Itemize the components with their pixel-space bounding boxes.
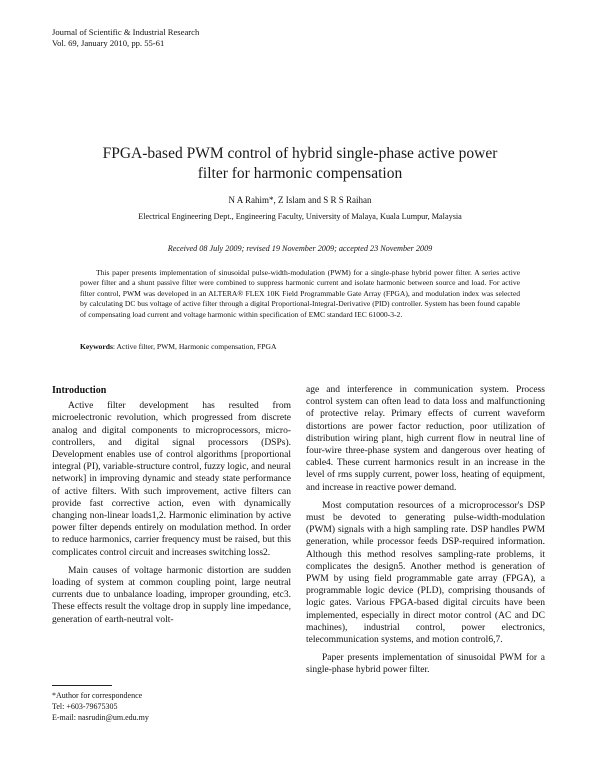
title-line-2: filter for harmonic compensation xyxy=(197,165,403,182)
right-paragraph-2: Most computation resources of a microprocessor's DSP must be devoted to generating pulse-width-modulation (PWM) signals with a high sampling rate. DSP handles PWM generation, while processor feeds DSP-required information. Although this method resolves sampling-rate problems, it complicates the design5. Another method is generation of PWM by using field programmable gate array (FPGA), a programmable logic device (PLD), comprising thousands of logic gates. Various FPGA-based digital circuits have been implemented, especially in direct motor control (AC and DC machines), industrial control, power electronics, telecommunication systems, and motion control6,7. xyxy=(306,500,545,646)
footnotes xyxy=(52,690,252,723)
authors: N A Rahim*, Z Islam and S R S Raihan xyxy=(228,195,372,205)
right-paragraph-1: age and interference in communication system. Process control system can often lead to data loss and malfunctioning of protective relay. Primary effects of current waveform distortions are power factor reduction, poor utilization of distribution wiring plant, high current flow in neutral line of four-wire three-phase system and dangerous over heating of cable4. These current harmonics result in an increase in the level of rms supply current, power loss, heating of equipment, and increase in reactive power demand. xyxy=(306,385,545,493)
footnote-tel: Tel: +603-79675305 xyxy=(52,702,118,711)
affiliation: Electrical Engineering Dept., Engineering Faculty, University of Malaya, Kuala Lumpur, Malaysia xyxy=(138,212,462,221)
abstract: This paper presents implementation of sinusoidal pulse-width-modulation (PWM) for a single-phase hybrid power filter. A series active power filter and a shunt passive filter were combined to suppress harmonic current and isolate harmonic between source and load. For active filter control, PWM was developed in an ALTERA® FLEX 10K Field Programmable Gate Array (FPGA), and modulation index was selected by calculating DC bus voltage of active filter through a digital Proportional-Integral-Derivative (PID) controller. System has been found capable of compensating load current and voltage harmonic within specification of EMC standard IEC 61000-3-2. xyxy=(80,268,520,319)
footnote-correspondence: *Author for correspondence xyxy=(52,691,143,700)
left-paragraph-1: Active filter development has resulted from microelectronic revolution, which progressed from discrete analog and digital components to microprocessors, micro-controllers, and digital signal processors (DSPs). Development enables use of control algorithms [proportional integral (PI), variable-structure control, fuzzy logic, and neural network] in improving dynamic and steady state performance of active filters. With such improvement, active filters can provide fast corrective action, even with dynamically changing non-linear loads1,2. Harmonic elimination by active power filter depends entirely on modulation method. In order to reduce harmonics, carrier frequency must be raised, but this complicates control circuit and increases switching loss2. xyxy=(52,401,291,558)
keywords-text: : Active filter, PWM, Harmonic compensation, FPGA xyxy=(112,342,277,351)
section-heading-introduction: Introduction xyxy=(52,385,107,396)
received-dates: Received 08 July 2009; revised 19 November 2009; accepted 23 November 2009 xyxy=(167,244,433,253)
keywords-label: Keywords xyxy=(80,342,113,351)
footnote-email: E-mail: nasrudin@um.edu.my xyxy=(52,713,149,722)
title-line-1: FPGA-based PWM control of hybrid single-phase active power xyxy=(102,145,498,162)
journal-volume: Vol. 69, January 2010, pp. 55-61 xyxy=(52,38,165,48)
left-paragraph-2: Main causes of voltage harmonic distortion are sudden loading of system at common coupling point, large neutral currents due to unbalance loading, improper grounding, etc3. These effects result the voltage drop in supply line impedance, generation of earth-neutral volt- xyxy=(52,565,291,625)
journal-header xyxy=(52,27,199,49)
right-paragraph-3: Paper presents implementation of sinusoidal PWM for a single-phase hybrid power filter. xyxy=(306,653,545,676)
right-column xyxy=(306,384,545,677)
paper-title xyxy=(0,144,600,184)
keywords xyxy=(80,342,520,351)
journal-name: Journal of Scientific & Industrial Research xyxy=(52,27,200,37)
left-column xyxy=(52,385,291,626)
footnote-divider xyxy=(52,685,112,686)
